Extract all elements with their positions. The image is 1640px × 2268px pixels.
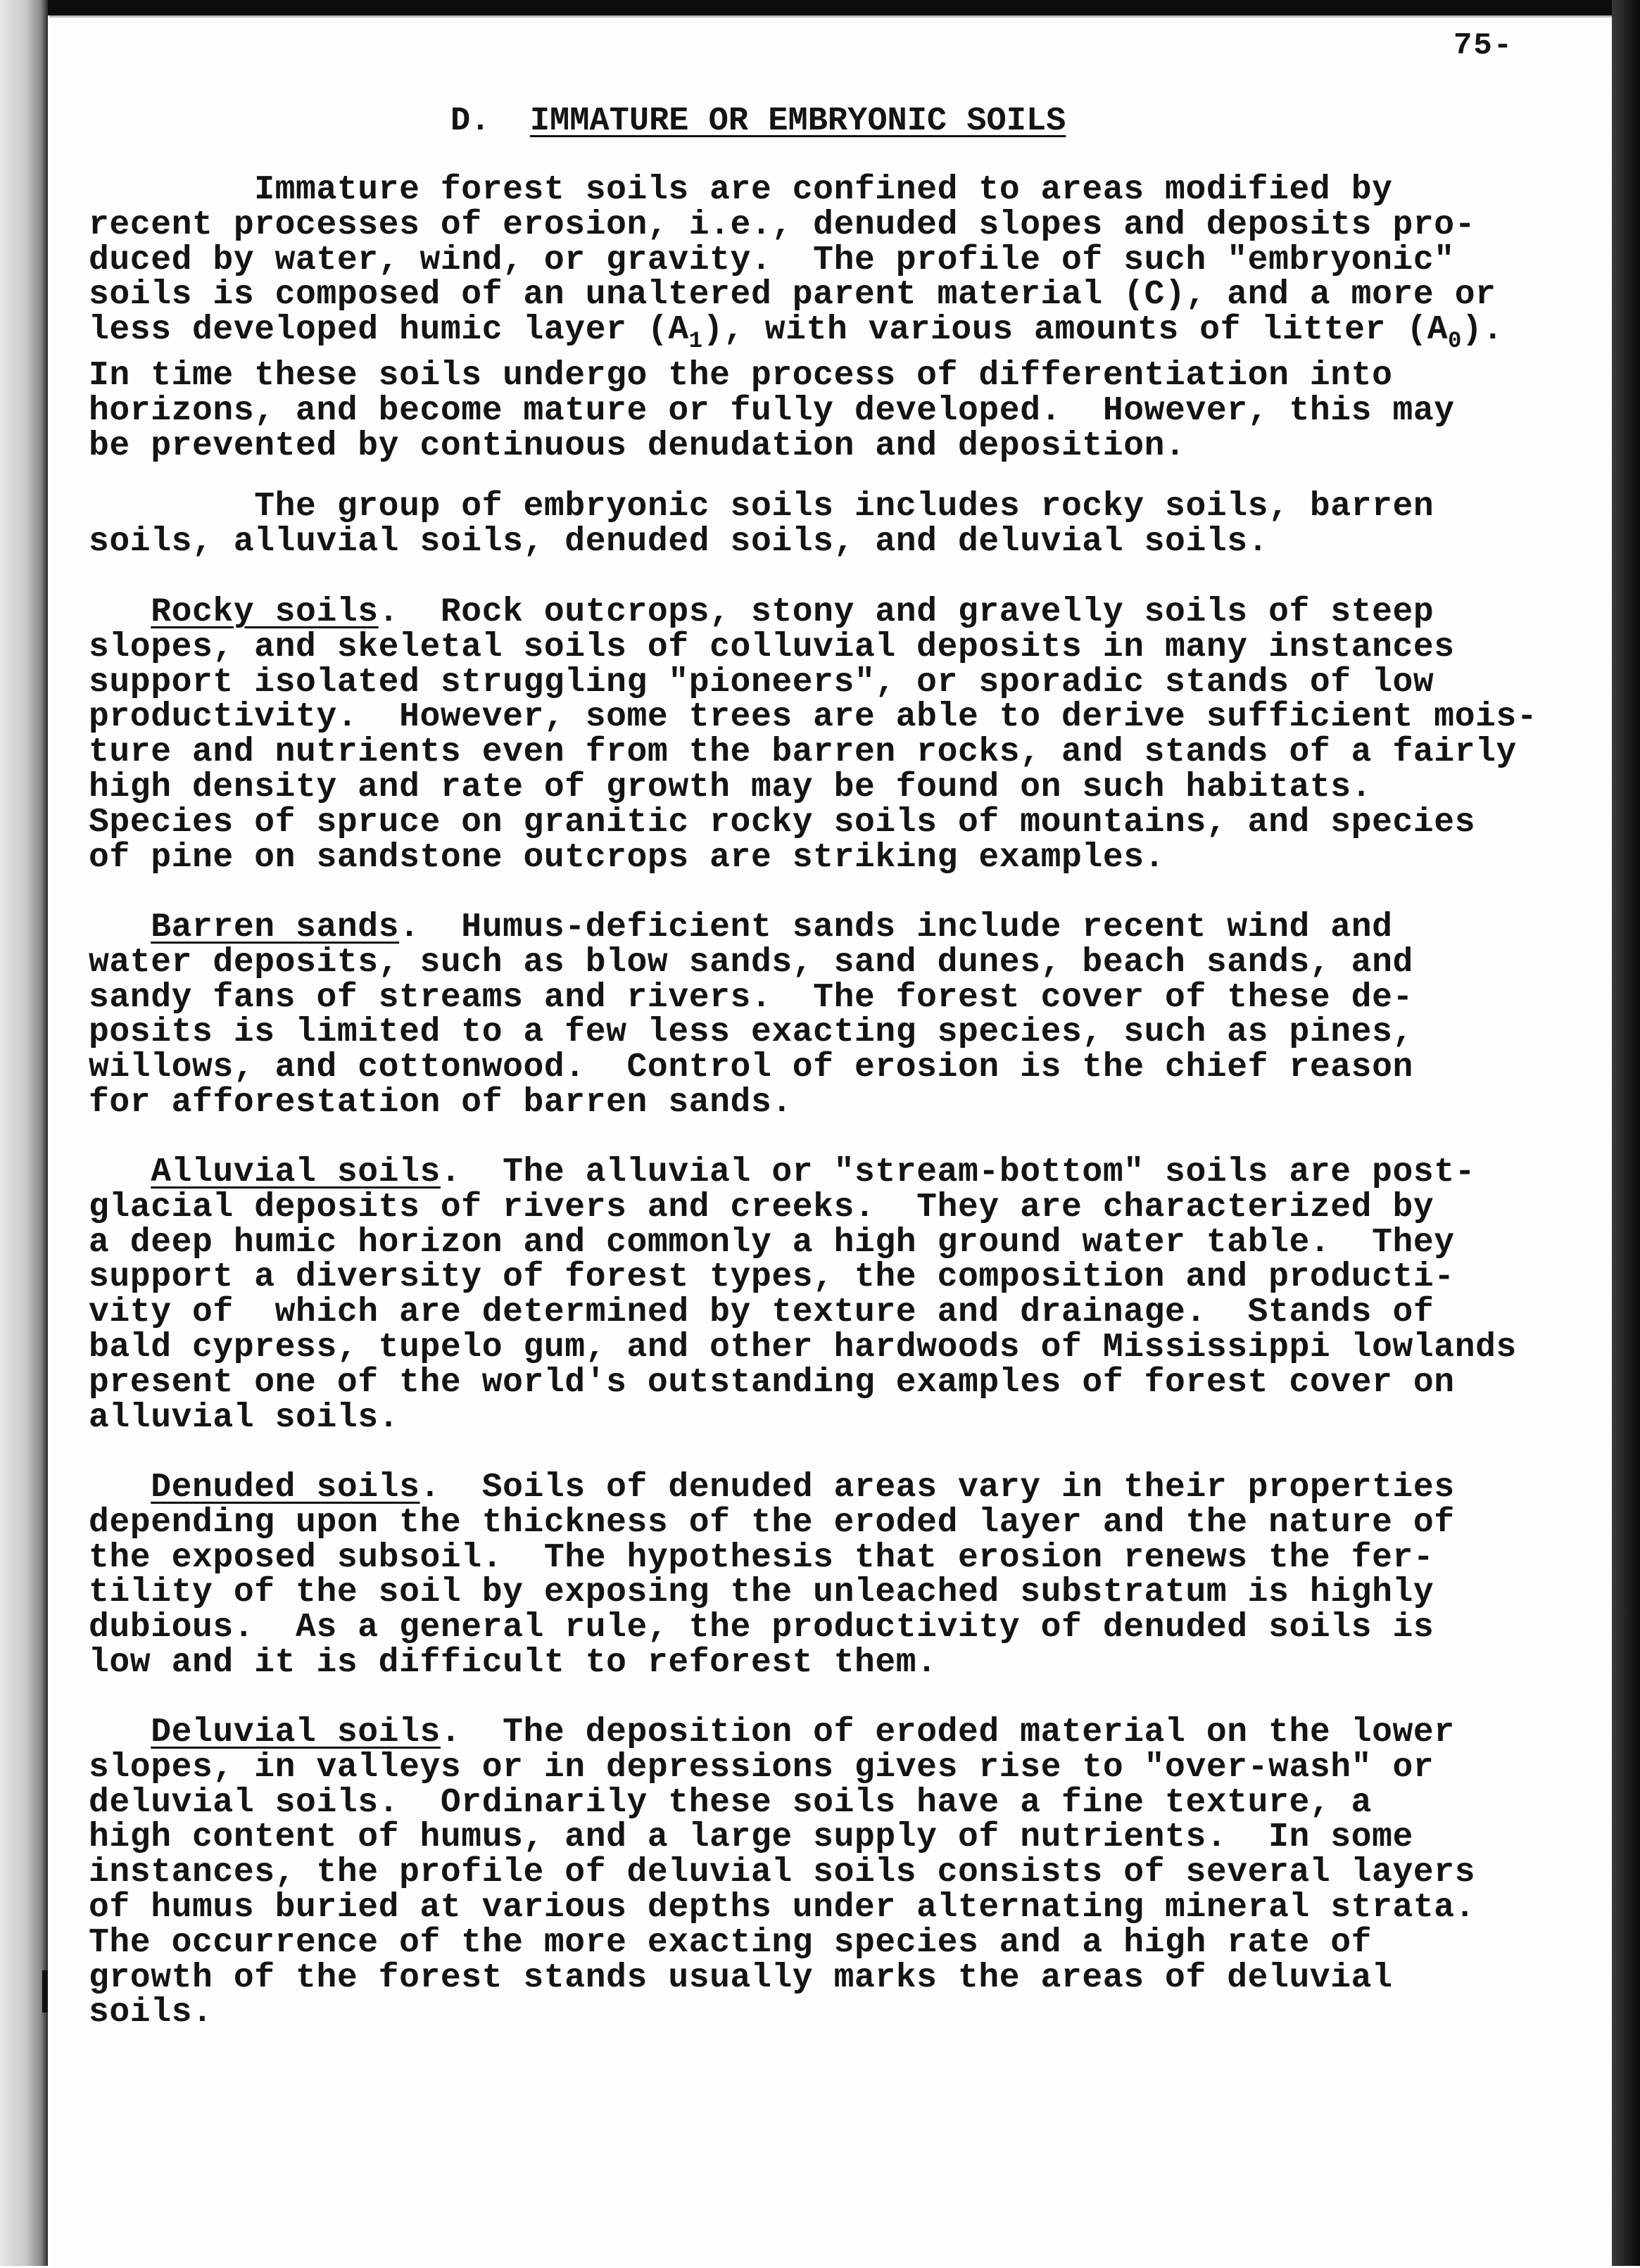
- paragraph-line: willows, and cottonwood. Control of erosion is the chief reason: [89, 1049, 1413, 1087]
- run-in-heading: Alluvial soils: [151, 1153, 441, 1191]
- paragraph-line: bald cypress, tupelo gum, and other hardwoods of Mississippi lowlands: [89, 1328, 1517, 1367]
- paragraph-line: deluvial soils. Ordinarily these soils have a fine texture, a: [89, 1783, 1373, 1822]
- run-in-heading: Deluvial soils: [151, 1713, 441, 1751]
- paragraph-line: low and it is difficult to reforest them.: [89, 1643, 938, 1682]
- intro-line: be prevented by continuous denudation and deposition.: [89, 426, 1186, 465]
- intro-paragraph: [89, 173, 1539, 464]
- paragraph-line: instances, the profile of deluvial soils consists of several layers: [89, 1854, 1476, 1892]
- paragraph-line: for afforestation of barren sands.: [89, 1083, 793, 1122]
- rocky-soils-paragraph: [89, 595, 1539, 875]
- intro-line: horizons, and become mature or fully developed. However, this may: [89, 391, 1455, 430]
- paragraph-line: of humus buried at various depths under alternating mineral strata.: [89, 1888, 1476, 1927]
- paragraph-line: . Soils of denuded areas vary in their properties: [420, 1469, 1455, 1507]
- intro-line: less developed humic layer (A: [89, 311, 689, 350]
- intro-line: recent processes of erosion, i.e., denuded slopes and deposits pro-: [89, 205, 1476, 244]
- paragraph-line: . The alluvial or "stream-bottom" soils are post-: [440, 1153, 1476, 1191]
- paragraph-line: high density and rate of growth may be found on such habitats.: [89, 768, 1373, 806]
- group-line: The group of embryonic soils includes rocky soils, barren: [89, 488, 1434, 526]
- subscript: 1: [688, 328, 703, 355]
- paragraph-line: sandy fans of streams and rivers. The forest cover of these de-: [89, 978, 1413, 1017]
- intro-line: duced by water, wind, or gravity. The profile of such "embryonic": [89, 241, 1455, 279]
- intro-line: ).: [1461, 311, 1503, 350]
- intro-line: soils is composed of an unaltered parent material (C), and a more or: [89, 276, 1496, 315]
- paragraph-line: high content of humus, and a large supply of nutrients. In some: [89, 1818, 1413, 1857]
- alluvial-soils-paragraph: [89, 1155, 1539, 1436]
- run-in-heading: Denuded soils: [151, 1469, 420, 1507]
- heading-title: IMMATURE OR EMBRYONIC SOILS: [529, 103, 1066, 140]
- paragraph-line: soils.: [89, 1994, 213, 2032]
- paragraph-line: posits is limited to a few less exacting species, such as pines,: [89, 1013, 1413, 1052]
- subscript: 0: [1448, 328, 1462, 355]
- deluvial-soils-paragraph: [89, 1713, 1539, 2032]
- binding-mark: [42, 1970, 48, 2013]
- paragraph-line: a deep humic horizon and commonly a high ground water table. They: [89, 1223, 1455, 1262]
- paragraph-line: present one of the world's outstanding examples of forest cover on: [89, 1363, 1455, 1402]
- paragraph-line: . Humus-deficient sands include recent wind and: [399, 908, 1393, 946]
- paragraph-line: slopes, in valleys or in depressions gives rise to "over-wash" or: [89, 1748, 1434, 1787]
- barren-sands-paragraph: [89, 908, 1539, 1122]
- heading-letter: D.: [450, 103, 491, 140]
- paragraph-line: the exposed subsoil. The hypothesis that erosion renews the fer-: [89, 1538, 1434, 1577]
- paragraph-line: The occurrence of the more exacting species and a high rate of: [89, 1923, 1373, 1962]
- paragraph-line: glacial deposits of rivers and creeks. They are characterized by: [89, 1188, 1434, 1227]
- paragraph-line: Species of spruce on granitic rocky soils of mountains, and species: [89, 803, 1476, 842]
- paragraph-line: depending upon the thickness of the eroded layer and the nature of: [89, 1503, 1455, 1542]
- scan-frame-right: [1612, 0, 1640, 2266]
- paragraph-line: . The deposition of eroded material on the lower: [440, 1713, 1455, 1751]
- paragraph-line: vity of which are determined by texture and drainage. Stands of: [89, 1293, 1434, 1332]
- paragraph-line: support a diversity of forest types, the composition and producti-: [89, 1258, 1455, 1297]
- group-paragraph: [89, 490, 1539, 560]
- group-line: soils, alluvial soils, denuded soils, and deluvial soils.: [89, 522, 1269, 561]
- paragraph-line: support isolated struggling "pioneers", or sporadic stands of low: [89, 663, 1434, 702]
- paragraph-line: tility of the soil by exposing the unleached substratum is highly: [89, 1573, 1434, 1612]
- paragraph-line: water deposits, such as blow sands, sand dunes, beach sands, and: [89, 943, 1413, 982]
- scan-frame-top: [0, 0, 1640, 15]
- intro-line: ), with various amounts of litter (A: [702, 311, 1449, 350]
- paragraph-line: growth of the forest stands usually marks the areas of deluvial: [89, 1958, 1393, 1997]
- run-in-heading: Barren sands: [151, 908, 400, 946]
- paragraph-line: . Rock outcrops, stony and gravelly soils of steep: [378, 593, 1434, 631]
- denuded-soils-paragraph: [89, 1471, 1539, 1681]
- paragraph-line: productivity. However, some trees are able to derive sufficient mois-: [89, 698, 1538, 737]
- page-number: 75-: [1453, 28, 1514, 63]
- intro-line: In time these soils undergo the process of differentiation into: [89, 356, 1393, 395]
- run-in-heading: Rocky soils: [151, 593, 379, 631]
- intro-line: Immature forest soils are confined to areas modified by: [89, 171, 1393, 209]
- paragraph-line: ture and nutrients even from the barren rocks, and stands of a fairly: [89, 733, 1517, 772]
- section-heading: [450, 103, 1066, 140]
- book-binding-edge: [0, 0, 48, 2266]
- paragraph-line: of pine on sandstone outcrops are striking examples.: [89, 838, 1166, 877]
- paragraph-line: slopes, and skeletal soils of colluvial deposits in many instances: [89, 628, 1455, 666]
- paragraph-line: dubious. As a general rule, the productivity of denuded soils is: [89, 1609, 1434, 1647]
- paragraph-line: alluvial soils.: [89, 1398, 400, 1437]
